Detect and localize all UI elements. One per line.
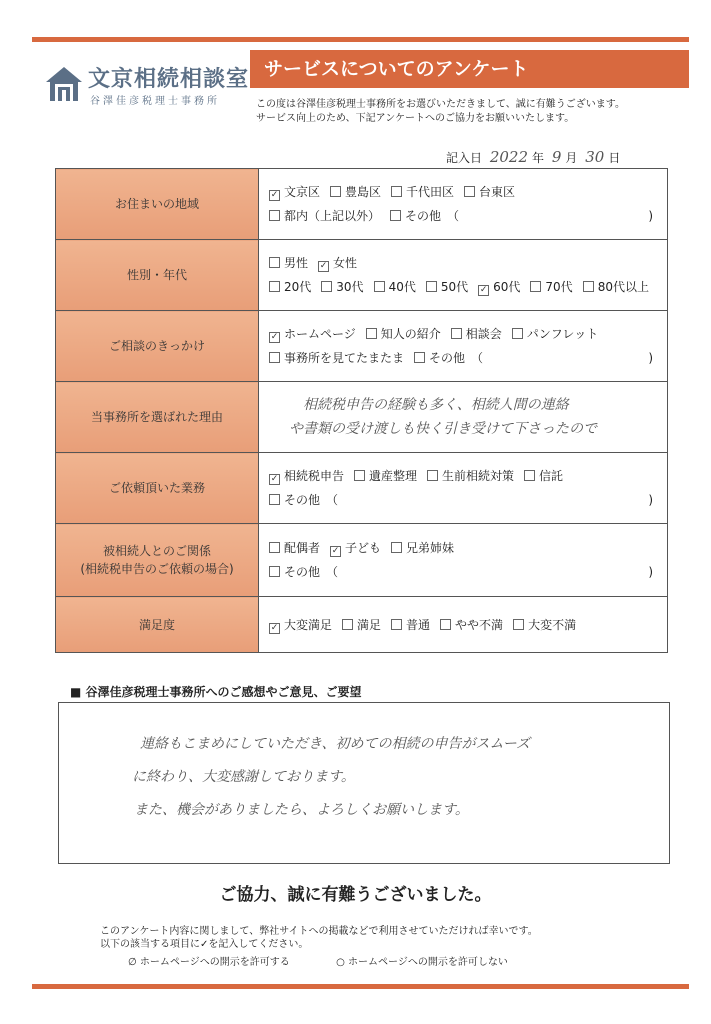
- option-label: 生前相続対策: [442, 469, 515, 483]
- footer-line: このアンケート内容に関しまして、弊社サイトへの掲載などで利用させていただければ幸いです。: [100, 926, 538, 937]
- checkbox-option[interactable]: [366, 322, 441, 346]
- checkbox-icon[interactable]: [391, 542, 402, 553]
- reason-line: や書類の受け渡しも快く引き受けて下さったので: [289, 421, 597, 437]
- checkbox-icon[interactable]: [269, 494, 280, 505]
- checked-box-icon[interactable]: ✓: [270, 190, 279, 200]
- option-line: [269, 204, 667, 228]
- date-month[interactable]: 9: [551, 148, 562, 166]
- checkbox-option[interactable]: [269, 464, 344, 488]
- checkbox-icon[interactable]: [390, 210, 401, 221]
- checkbox-option[interactable]: [330, 180, 381, 204]
- option-label: 台東区: [479, 185, 516, 199]
- option-label: 都内（上記以外）: [284, 209, 381, 223]
- option-label: 配偶者: [284, 541, 321, 555]
- checkbox-icon[interactable]: [391, 619, 402, 630]
- checkbox-option[interactable]: [391, 613, 430, 637]
- checkbox-option[interactable]: [269, 180, 320, 204]
- option-label: 20代: [284, 280, 312, 294]
- option-label: 相談会: [465, 327, 502, 341]
- option-label: 50代: [440, 280, 469, 294]
- option-label: その他 （: [284, 493, 339, 507]
- option-label: その他 （: [405, 209, 460, 223]
- checkbox-option[interactable]: [269, 322, 356, 346]
- brand-name: 文京相続相談室: [88, 67, 250, 92]
- comments-heading: ■ 谷澤佳彦税理士事務所へのご感想やご意見、ご要望: [70, 685, 362, 699]
- option-line: [269, 322, 667, 346]
- row-label-service: ご依頼頂いた業務: [56, 453, 259, 524]
- option-label: やや不満: [455, 617, 504, 632]
- paren-close: ): [648, 351, 653, 365]
- allow-text: ホームページへの開示を許可する: [139, 957, 290, 968]
- checked-box-icon[interactable]: ✓: [270, 622, 279, 633]
- relation-label-line: 被相続人とのご関係: [102, 544, 211, 558]
- checkbox-option[interactable]: [269, 613, 332, 637]
- checkbox-option[interactable]: [426, 275, 468, 299]
- option-label: 普通: [406, 617, 431, 632]
- checkbox-icon[interactable]: [342, 619, 353, 630]
- checkbox-option[interactable]: [427, 464, 514, 488]
- option-label: 事務所を見てたまたま: [284, 351, 405, 365]
- paren-close: ): [648, 493, 653, 507]
- comment-line: また、機会がありましたら、よろしくお願いします。: [134, 802, 469, 818]
- row-label-gender-age: 性別・年代: [56, 240, 259, 311]
- checkbox-icon[interactable]: [269, 257, 280, 268]
- option-label: 文京区: [284, 185, 321, 199]
- option-label: 遺産整理: [369, 469, 418, 483]
- date-label: 記入日: [446, 151, 483, 165]
- checkbox-option[interactable]: [440, 613, 503, 637]
- checkbox-icon[interactable]: [451, 328, 462, 339]
- checked-box-icon[interactable]: ✓: [479, 285, 488, 295]
- checkbox-option[interactable]: [354, 464, 417, 488]
- checkbox-icon[interactable]: [269, 281, 280, 292]
- checkbox-icon[interactable]: [464, 186, 475, 197]
- row-options-satisfaction: [259, 597, 668, 653]
- option-label: 子ども: [345, 541, 382, 555]
- survey-title: サービスについてのアンケート: [250, 50, 689, 88]
- row-label-trigger: ご相談のきっかけ: [56, 311, 259, 382]
- checkbox-icon[interactable]: [583, 281, 594, 292]
- intro-line: サービス向上のため、下記アンケートへのご協力をお願いいたします。: [256, 113, 575, 124]
- date-month-unit: 月: [565, 151, 578, 165]
- option-label: その他 （: [429, 351, 484, 365]
- option-line: [269, 488, 667, 512]
- option-line: [269, 180, 667, 204]
- disclosure-options: [128, 953, 508, 968]
- option-label: 満足: [357, 617, 382, 632]
- checkbox-icon[interactable]: [513, 619, 524, 630]
- date-day-unit: 日: [608, 151, 621, 165]
- checkbox-option[interactable]: [530, 275, 572, 299]
- comment-line: に終わり、大変感謝しております。: [132, 769, 355, 785]
- relation-label-line: (相続税申告のご依頼の場合): [80, 562, 234, 576]
- checkbox-option[interactable]: [330, 536, 381, 560]
- checkbox-icon[interactable]: [524, 470, 535, 481]
- checkbox-option[interactable]: [478, 275, 520, 299]
- row-label-area: お住まいの地域: [56, 169, 259, 240]
- date-year[interactable]: 2022: [489, 148, 529, 166]
- option-label: 男性: [284, 256, 309, 270]
- checkbox-option[interactable]: [524, 464, 563, 488]
- checkbox-option[interactable]: [269, 488, 338, 512]
- checkbox-option[interactable]: [390, 204, 459, 228]
- option-label: 豊島区: [345, 185, 382, 199]
- intro-line: この度は谷澤佳彦税理士事務所をお選びいただきまして、誠に有難うございます。: [256, 99, 625, 110]
- checkbox-option[interactable]: [342, 613, 381, 637]
- checkbox-option[interactable]: [391, 536, 454, 560]
- entry-date: [446, 148, 620, 166]
- checkbox-option[interactable]: [512, 322, 598, 346]
- checkbox-icon[interactable]: [269, 542, 280, 553]
- checkbox-icon[interactable]: [269, 352, 280, 363]
- checkbox-icon[interactable]: [269, 210, 280, 221]
- checkbox-icon[interactable]: [374, 281, 385, 292]
- option-line: [269, 275, 667, 299]
- comments-handwritten: [132, 728, 531, 827]
- checkbox-option[interactable]: [374, 275, 416, 299]
- reason-line: 相続税申告の経験も多く、相続人間の連絡: [303, 397, 569, 413]
- deny-text: ホームページへの開示を許可しない: [348, 957, 508, 968]
- checked-box-icon[interactable]: ✓: [331, 546, 340, 556]
- checked-box-icon[interactable]: ✓: [270, 332, 279, 342]
- option-label: 信託: [539, 469, 564, 483]
- checked-box-icon[interactable]: ✓: [270, 474, 279, 484]
- option-label: その他 （: [284, 565, 339, 579]
- option-label: 大変満足: [284, 617, 333, 632]
- house-logo-icon: [44, 64, 84, 104]
- checkbox-icon[interactable]: [512, 328, 523, 339]
- date-day[interactable]: 30: [585, 148, 605, 166]
- paren-close: ): [648, 209, 653, 223]
- allow-mark[interactable]: ∅: [128, 957, 137, 968]
- option-line: [269, 536, 667, 560]
- bottom-rule: [32, 984, 689, 989]
- checkbox-icon[interactable]: [414, 352, 425, 363]
- option-line: [269, 346, 667, 370]
- checkbox-icon[interactable]: [530, 281, 541, 292]
- checkbox-option[interactable]: [269, 204, 380, 228]
- thanks-message: ご協力、誠に有難うございました。: [219, 885, 492, 905]
- brand-subtitle: 谷澤佳彦税理士事務所: [90, 96, 220, 107]
- option-label: 相続税申告: [284, 469, 345, 483]
- checkbox-icon[interactable]: [354, 470, 365, 481]
- deny-mark[interactable]: ○: [336, 957, 345, 968]
- option-label: 千代田区: [406, 185, 455, 199]
- option-label: 女性: [333, 256, 358, 270]
- option-label: 大変不満: [528, 617, 577, 632]
- checkbox-icon[interactable]: [391, 186, 402, 197]
- option-label: 30代: [336, 280, 364, 294]
- row-options-trigger: [259, 311, 668, 382]
- date-year-unit: 年: [532, 151, 545, 165]
- option-line: [269, 613, 667, 637]
- option-label: 40代: [388, 280, 416, 294]
- checkbox-option[interactable]: [414, 346, 483, 370]
- footer-note: [100, 925, 538, 951]
- row-options-gender-age: [259, 240, 668, 311]
- top-rule: [32, 37, 689, 42]
- checkbox-option[interactable]: [269, 346, 404, 370]
- checkbox-option[interactable]: [318, 251, 357, 275]
- row-handwritten-reason[interactable]: [259, 382, 668, 453]
- option-label: 兄弟姉妹: [406, 541, 455, 555]
- option-label: ホームページ: [284, 327, 356, 341]
- row-label-reason: 当事務所を選ばれた理由: [56, 382, 259, 453]
- row-options-relation: [259, 524, 668, 597]
- checkbox-option[interactable]: [269, 560, 338, 584]
- row-label-relation: [56, 524, 259, 597]
- comment-line: 連絡もこまめにしていただき、初めての相続の申告がスムーズ: [140, 736, 531, 752]
- option-label: パンフレット: [526, 327, 599, 341]
- checkbox-icon[interactable]: [366, 328, 377, 339]
- checkbox-icon[interactable]: [321, 281, 332, 292]
- checkbox-option[interactable]: [269, 536, 320, 560]
- survey-form-table: [55, 168, 668, 653]
- paren-close: ): [648, 565, 653, 579]
- option-line: [269, 560, 667, 584]
- checkbox-option[interactable]: [464, 180, 515, 204]
- footer-line: 以下の該当する項目に✓を記入してください。: [100, 939, 309, 950]
- option-line: [269, 464, 667, 488]
- checkbox-icon[interactable]: [269, 566, 280, 577]
- checkbox-icon[interactable]: [330, 186, 341, 197]
- option-label: 70代: [545, 280, 573, 294]
- checkbox-icon[interactable]: [426, 281, 437, 292]
- row-label-satisfaction: 満足度: [56, 597, 259, 653]
- option-label: 知人の紹介: [380, 327, 441, 341]
- row-options-service: [259, 453, 668, 524]
- checkbox-option[interactable]: [583, 275, 649, 299]
- option-label: 80代以上: [597, 280, 649, 294]
- row-options-area: [259, 169, 668, 240]
- checkbox-icon[interactable]: [440, 619, 451, 630]
- checked-box-icon[interactable]: ✓: [319, 261, 328, 271]
- checkbox-option[interactable]: [269, 251, 308, 275]
- checkbox-option[interactable]: [321, 275, 363, 299]
- checkbox-option[interactable]: [513, 613, 576, 637]
- option-label: 60代: [493, 280, 521, 294]
- option-line: [269, 251, 667, 275]
- intro-text: [256, 98, 625, 126]
- checkbox-option[interactable]: [391, 180, 454, 204]
- checkbox-option[interactable]: [451, 322, 502, 346]
- checkbox-icon[interactable]: [427, 470, 438, 481]
- checkbox-option[interactable]: [269, 275, 311, 299]
